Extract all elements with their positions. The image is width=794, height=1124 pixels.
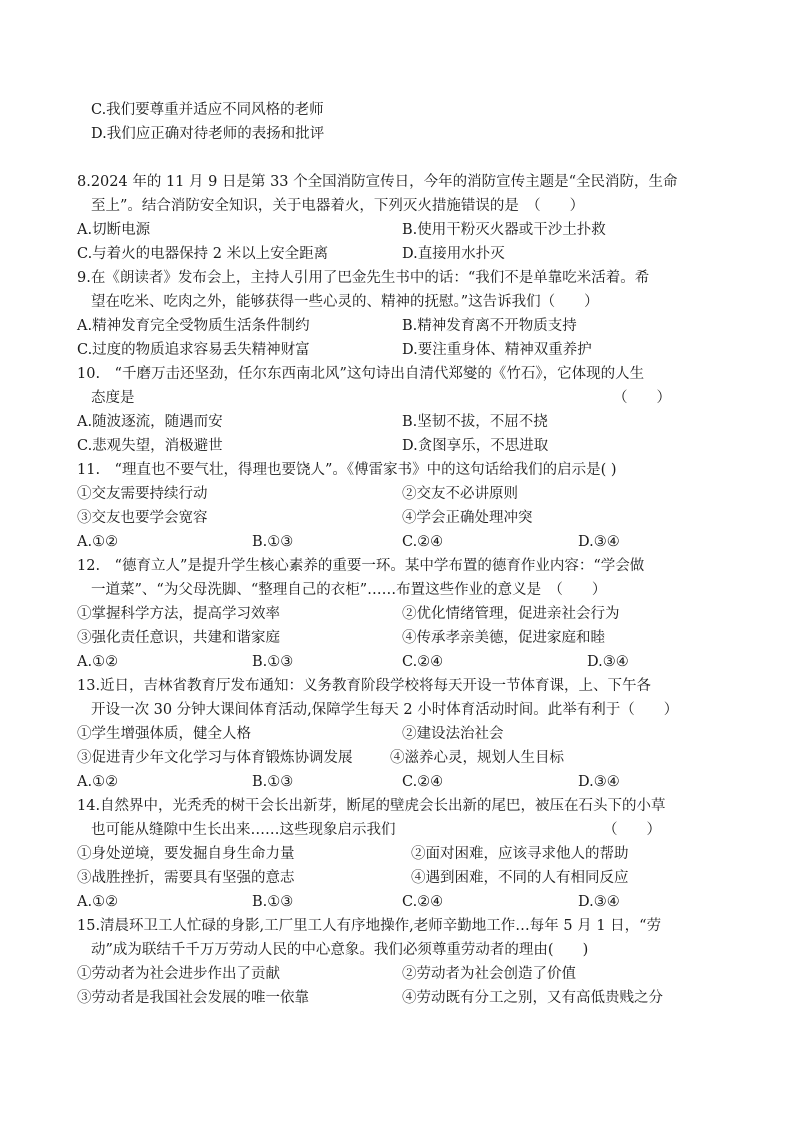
prev-option-c: C.我们要尊重并适应不同风格的老师	[91, 102, 324, 118]
q12-statement-4: ④传承孝亲美德，促进家庭和睦	[402, 630, 605, 646]
q14-statement-1: ①身处逆境，要发掘自身生命力量	[77, 846, 295, 862]
q14-option-c: C.②④	[402, 894, 444, 910]
q15-statement-1: ①劳动者为社会进步作出了贡献	[77, 966, 280, 982]
q13-option-d: D.③④	[578, 774, 620, 790]
q8-option-c: C.与着火的电器保持 2 米以上安全距离	[77, 246, 329, 262]
q14-statement-2: ②面对困难，应该寻求他人的帮助	[411, 846, 629, 862]
q13-option-b: B.①③	[252, 774, 294, 790]
q12-statement-1: ①掌握科学方法，提高学习效率	[77, 606, 280, 622]
q10-option-b: B.坚韧不拔，不屈不挠	[402, 414, 548, 430]
q9-option-d: D.要注重身体、精神双重养护	[402, 342, 592, 358]
q11-statement-2: ②交友不必讲原则	[402, 486, 518, 502]
q13-option-a: A.①②	[77, 774, 119, 790]
q11-statement-1: ①交友需要持续行动	[77, 486, 208, 502]
prev-option-d: D.我们应正确对待老师的表扬和批评	[91, 126, 325, 142]
q9-option-a: A.精神发育完全受物质生活条件制约	[77, 318, 310, 334]
q13-stem-line2: 开设一次 30 分钟大课间体育活动,保障学生每天 2 小时体育活动时间。此举有利于（ ）	[91, 702, 679, 718]
q8-option-b: B.使用干粉灭火器或干沙土扑救	[402, 222, 606, 238]
q11-statement-4: ④学会正确处理冲突	[402, 510, 533, 526]
q14-option-a: A.①②	[77, 894, 119, 910]
q12-stem-line1: 12. “德育立人”是提升学生核心素养的重要一环。某中学布置的德育作业内容：“学会做	[77, 558, 645, 574]
q13-statement-1: ①学生增强体质，健全人格	[77, 726, 251, 742]
q14-stem-line1: 14.自然界中，光秃秃的树干会长出新芽，断尾的壁虎会长出新的尾巴，被压在石头下的小草	[77, 798, 666, 814]
q10-stem-line1: 10. “千磨万击还坚劲，任尔东西南北风”这句诗出自清代郑燮的《竹石》，它体现的人生	[77, 366, 645, 382]
q11-option-b: B.①③	[252, 534, 294, 550]
q11-statement-3: ③交友也要学会宽容	[77, 510, 208, 526]
q12-statement-3: ③强化责任意识，共建和谐家庭	[77, 630, 280, 646]
q11-option-c: C.②④	[402, 534, 444, 550]
q13-option-c: C.②④	[402, 774, 444, 790]
q8-stem-line1: 8.2024 年的 11 月 9 日是第 33 个全国消防宣传日，今年的消防宣传主题是“全民消防，生命	[77, 174, 678, 190]
q14-statement-4: ④遇到困难，不同的人有相同反应	[411, 870, 629, 886]
q12-option-b: B.①③	[252, 654, 294, 670]
q9-option-c: C.过度的物质追求容易丢失精神财富	[77, 342, 310, 358]
q9-stem-line1: 9.在《朗读者》发布会上，主持人引用了巴金先生书中的话：“我们不是单靠吃米活着。希	[77, 270, 650, 286]
q10-option-c: C.悲观失望，消极避世	[77, 438, 223, 454]
q10-option-d: D.贪图享乐，不思进取	[402, 438, 549, 454]
q10-stem-line2: 态度是	[91, 390, 135, 406]
q8-option-d: D.直接用水扑灭	[402, 246, 505, 262]
q8-option-a: A.切断电源	[77, 222, 151, 238]
q10-option-a: A.随波逐流，随遇而安	[77, 414, 223, 430]
q15-stem-line2: 动”成为联结千千万万劳动人民的中心意象。我们必须尊重劳动者的理由( )	[91, 942, 589, 958]
q9-option-b: B.精神发育离不开物质支持	[402, 318, 577, 334]
q13-statement-3: ③促进青少年文化学习与体育锻炼协调发展	[77, 750, 353, 766]
q14-option-d: D.③④	[578, 894, 620, 910]
q9-stem-line2: 望在吃米、吃肉之外，能够获得一些心灵的、精神的抚慰。”这告诉我们（ ）	[91, 294, 599, 310]
q14-statement-3: ③战胜挫折，需要具有坚强的意志	[77, 870, 295, 886]
q15-statement-4: ④劳动既有分工之别，又有高低贵贱之分	[402, 990, 663, 1006]
q14-option-b: B.①③	[252, 894, 294, 910]
q12-stem-line2: 一道菜”、“为父母洗脚、“整理自己的衣柜”……布置这些作业的意义是 （ ）	[91, 582, 607, 598]
q11-option-a: A.①②	[77, 534, 119, 550]
q12-statement-2: ②优化情绪管理，促进亲社会行为	[402, 606, 620, 622]
q15-stem-line1: 15.清晨环卫工人忙碌的身影,工厂里工人有序地操作,老师辛勤地工作…每年 5 月 1 日，“劳	[77, 918, 662, 934]
q13-stem-line1: 13.近日，吉林省教育厅发布通知：义务教育阶段学校将每天开设一节体育课，上、下午各	[77, 678, 652, 694]
q11-option-d: D.③④	[578, 534, 620, 550]
q15-statement-3: ③劳动者是我国社会发展的唯一依靠	[77, 990, 309, 1006]
q14-answer-paren: （ ）	[603, 822, 661, 838]
q14-stem-line2: 也可能从缝隙中生长出来……这些现象启示我们	[91, 822, 396, 838]
q13-statement-4: ④滋养心灵，规划人生目标	[390, 750, 564, 766]
q13-statement-2: ②建设法治社会	[402, 726, 504, 742]
q8-stem-line2: 至上”。结合消防安全知识，关于电器着火，下列灭火措施错误的是 （ ）	[91, 198, 585, 214]
q12-option-c: C.②④	[402, 654, 444, 670]
q12-option-d: D.③④	[587, 654, 629, 670]
q15-statement-2: ②劳动者为社会创造了价值	[402, 966, 576, 982]
q10-answer-paren: （ ）	[613, 390, 671, 406]
q11-stem-line1: 11. “理直也不要气壮，得理也要饶人”。《傅雷家书》中的这句话给我们的启示是( )	[77, 462, 617, 478]
q12-option-a: A.①②	[77, 654, 119, 670]
